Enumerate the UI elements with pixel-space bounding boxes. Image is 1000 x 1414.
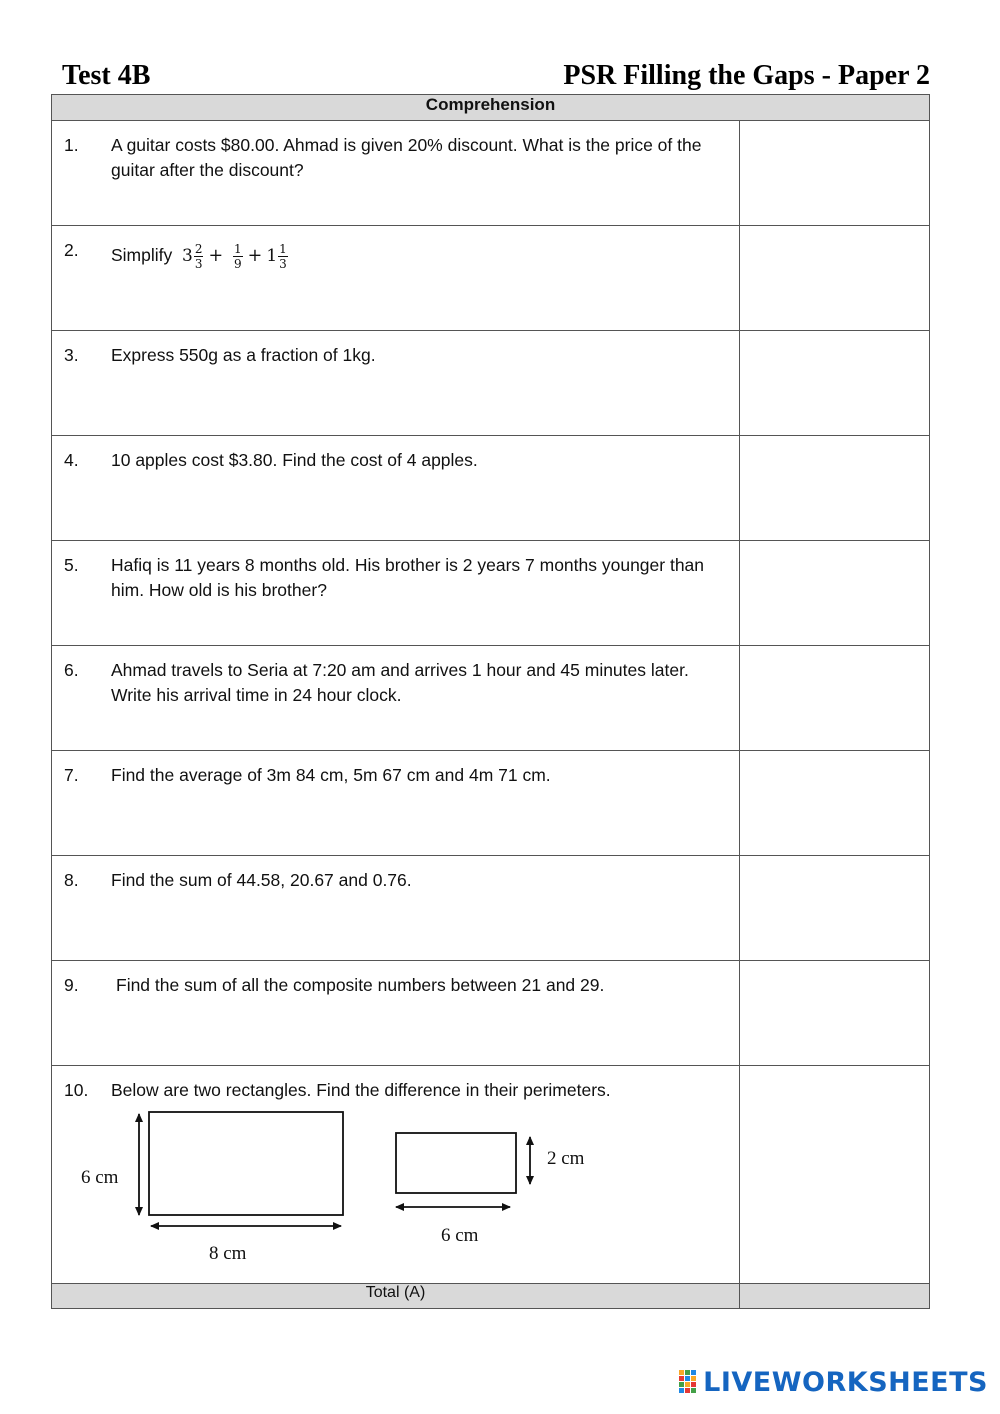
question-number: 9. [64, 975, 79, 995]
total-label: Total (A) [52, 1284, 740, 1309]
answer-box[interactable] [740, 226, 930, 331]
section-title: Comprehension [52, 95, 930, 121]
rectangle-b [396, 1133, 516, 1193]
liveworksheets-logo-icon [679, 1370, 703, 1396]
question-text: A guitar costs $80.00. Ahmad is given 20% discount. What is the price of the guitar after the discount? [111, 135, 702, 180]
total-row [52, 1284, 930, 1309]
mixed-number-whole: 1 [266, 246, 278, 267]
fraction: $\frac{1}{9}$ [234, 242, 242, 271]
width-label-b: 6 cm [441, 1225, 479, 1246]
question-text: Find the sum of 44.58, 20.67 and 0.76. [111, 870, 412, 890]
simplify-label: Simplify [111, 245, 173, 266]
question-text: Ahmad travels to Seria at 7:20 am and arrives 1 hour and 45 minutes later. Write his arrival time in 24 hour clock. [111, 660, 689, 705]
question-row [52, 226, 930, 331]
question-row [52, 541, 930, 646]
question-row [52, 751, 930, 856]
answer-box[interactable] [740, 436, 930, 541]
question-row [52, 961, 930, 1066]
question-number: 8. [64, 870, 79, 890]
answer-box[interactable] [740, 751, 930, 856]
question-number: 4. [64, 450, 79, 470]
answer-box[interactable] [740, 121, 930, 226]
question-number: 10. [64, 1080, 89, 1100]
section-header-row [52, 95, 930, 121]
question-number: 2. [64, 240, 79, 260]
question-text: Simplify 3 $\frac{2}{3}$ + $\frac{1}{9}$ + 1 $\frac{1}{3}$ [111, 242, 287, 271]
worksheet-table [51, 94, 930, 1309]
question-text: Find the average of 3m 84 cm, 5m 67 cm and 4m 71 cm. [111, 765, 551, 785]
fraction: $\frac{2}{3}$ [194, 242, 203, 271]
question-number: 6. [64, 660, 79, 680]
height-label-b: 2 cm [547, 1148, 585, 1169]
question-row [52, 436, 930, 541]
rectangles-figure [52, 1066, 740, 1283]
question-row [52, 856, 930, 961]
total-answer-box[interactable] [740, 1284, 930, 1309]
question-row [52, 331, 930, 436]
question-number: 1. [64, 135, 79, 155]
answer-box[interactable] [740, 646, 930, 751]
answer-box[interactable] [740, 856, 930, 961]
answer-box[interactable] [740, 961, 930, 1066]
question-row [52, 1066, 930, 1284]
question-text: Below are two rectangles. Find the difference in their perimeters. [111, 1080, 611, 1100]
question-row [52, 646, 930, 751]
height-label-a: 6 cm [81, 1167, 119, 1188]
paper-title: PSR Filling the Gaps - Paper 2 [563, 60, 930, 91]
liveworksheets-logo[interactable] [679, 1367, 988, 1398]
question-number: 5. [64, 555, 79, 575]
answer-box[interactable] [740, 331, 930, 436]
test-title: Test 4B [62, 60, 151, 91]
question-row [52, 121, 930, 226]
question-number: 3. [64, 345, 79, 365]
answer-box[interactable] [740, 1066, 930, 1284]
question-number: 7. [64, 765, 79, 785]
rectangle-a [149, 1112, 343, 1215]
mixed-number-whole: 3 [182, 246, 193, 267]
answer-box[interactable] [740, 541, 930, 646]
question-text: Find the sum of all the composite numbers between 21 and 29. [116, 975, 605, 995]
question-text: 10 apples cost $3.80. Find the cost of 4 apples. [111, 450, 478, 470]
width-label-a: 8 cm [209, 1243, 247, 1264]
question-text: Express 550g as a fraction of 1kg. [111, 345, 376, 365]
question-text: Hafiq is 11 years 8 months old. His brother is 2 years 7 months younger than him. How old is his brother? [111, 555, 705, 600]
logo-text: LIVEWORKSHEETS [703, 1367, 988, 1398]
fraction: $\frac{1}{3}$ [279, 242, 287, 271]
